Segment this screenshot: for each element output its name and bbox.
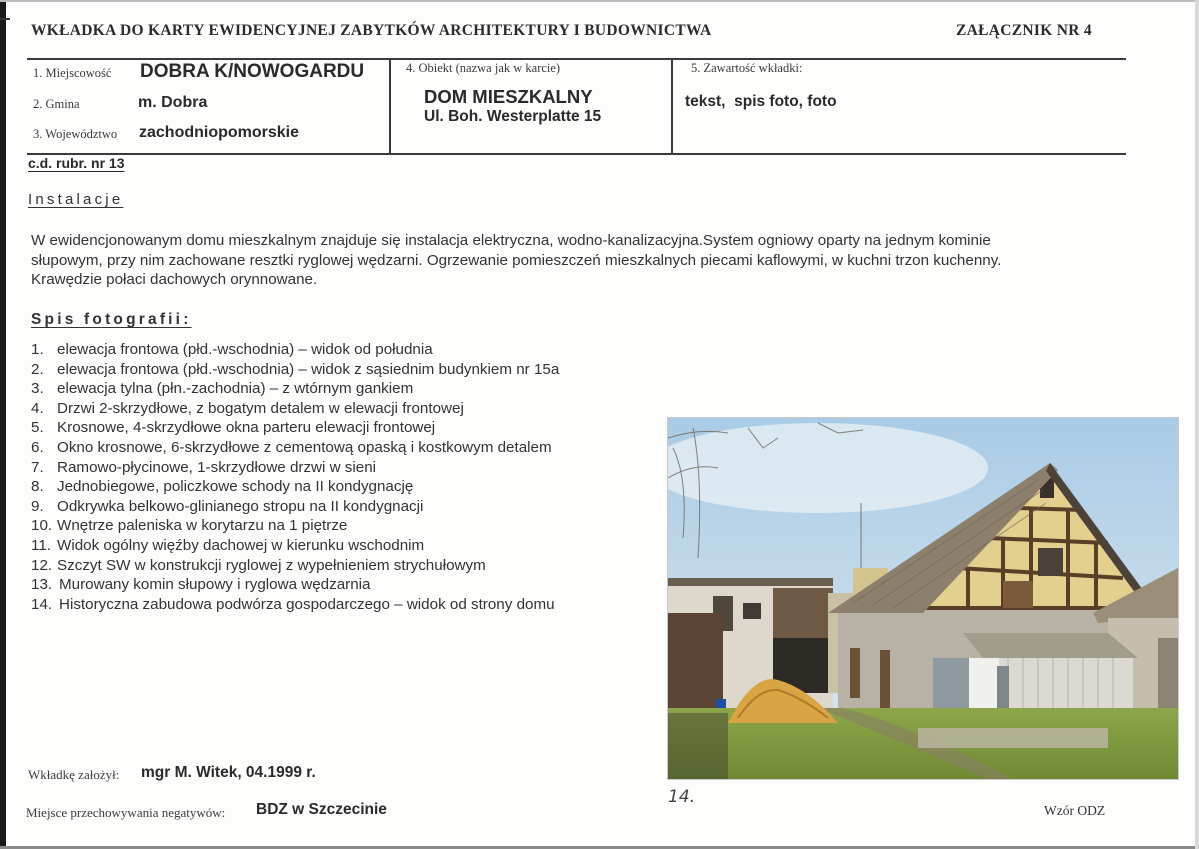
field-contents-value: tekst, spis foto, foto [685,93,837,110]
installations-line-2: słupowym, przy nim zachowane resztki ryglowej wędzarni. Ogrzewanie pomieszczeń mieszkalnych piecami kaflowymi, w kuchni trzon kuchenny. [31,251,1002,269]
list-item: 5. Krosnowe, 4-skrzydłowe okna parteru elewacji frontowej [31,419,436,437]
list-item: 10. Wnętrze paleniska w korytarzu na 1 piętrze [31,517,348,535]
field-contents-label: 5. Zawartość wkładki: [691,61,803,75]
negatives-storage-label: Miejsce przechowywania negatywów: [26,805,226,820]
installations-text [31,231,1141,290]
field-voivodeship-label: 3. Województwo [33,127,118,141]
field-commune-label: 2. Gmina [33,97,80,111]
scan-edge-right [1195,0,1199,849]
list-item: 4. Drzwi 2-skrzydłowe, z bogatym detalem w elewacji frontowej [31,399,464,417]
scan-edge-top [0,0,1199,2]
continuation-reference: c.d. rubr. nr 13 [28,155,125,171]
table-bottom-rule [27,153,1126,155]
installations-line-1: W ewidencjonowanym domu mieszkalnym znajduje się instalacja elektryczna, wodno-kanalizacyjna.System ogniowy oparty na jednym kominie [31,232,991,249]
list-item: 8. Jednobiegowe, policzkowe schody na II kondygnację [31,478,414,496]
list-item: 14. Historyczna zabudowa podwórza gospodarczego – widok od strony domu [31,595,555,613]
author-label: Wkładkę założył: [28,767,120,782]
field-object-label: 4. Obiekt (nazwa jak w karcie) [406,61,561,75]
annex-number: ZAŁĄCZNIK NR 4 [956,22,1092,39]
field-voivodeship-value: zachodniopomorskie [139,124,300,141]
list-item: 6. Okno krosnowe, 6-skrzydłowe z cementową opaską i kostkowym detalem [31,438,552,456]
field-commune-value: m. Dobra [138,94,208,111]
table-divider-2 [671,58,673,155]
building-photo [667,417,1179,780]
list-item: 11. Widok ogólny więźby dachowej w kierunku wschodnim [31,536,425,554]
field-locality-label: 1. Miejscowość [33,66,112,80]
installations-heading: Instalacje [28,191,124,208]
list-item: 1. elewacja frontowa (płd.-wschodnia) – widok od południa [31,341,433,358]
field-object-address: Ul. Boh. Westerplatte 15 [424,108,602,125]
list-item: 9. Odkrywka belkowo-glinianego stropu na II kondygnacji [31,497,424,515]
handwritten-photo-number: 14. [668,787,696,807]
scan-edge-left [0,0,6,849]
document-title: WKŁADKA DO KARTY EWIDENCYJNEJ ZABYTKÓW ARCHITEKTURY I BUDOWNICTWA [31,22,712,39]
template-mark: Wzór ODZ [1044,803,1106,818]
list-item: 7. Ramowo-płycinowe, 1-skrzydłowe drzwi w sieni [31,458,377,476]
photo-list [31,340,559,614]
negatives-storage-value: BDZ w Szczecinie [256,801,387,818]
table-top-rule [27,58,1126,60]
list-item: 12. Szczyt SW w konstrukcji ryglowej z wypełnieniem strychułowym [31,556,486,574]
table-divider-1 [389,58,391,155]
list-item: 13. Murowany komin słupowy i ryglowa wędzarnia [31,576,371,594]
margin-tick [0,18,10,20]
installations-line-3: Krawędzie połaci dachowych orynnowane. [31,271,318,288]
list-item: 2. elewacja frontowa (płd.-wschodnia) – widok z sąsiednim budynkiem nr 15a [31,360,560,378]
field-locality-value: DOBRA K/NOWOGARDU [140,61,365,82]
photo-list-heading: Spis fotografii: [31,311,192,328]
author-value: mgr M. Witek, 04.1999 r. [141,764,316,781]
field-object-value: DOM MIESZKALNY [424,86,593,107]
list-item: 3. elewacja tylna (płn.-zachodnia) – z wtórnym gankiem [31,380,414,398]
